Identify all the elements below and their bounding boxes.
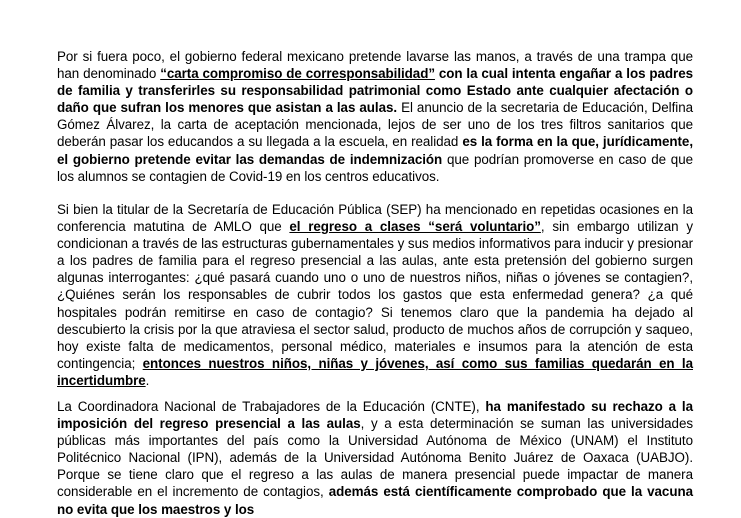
text-segment: El anuncio de la secretaria de Educación, Delfina Gómez Álvarez, la carta de aceptación mencionada, lejos de ser uno de los tres filtros sanitarios que deberán pasar los educandos a su llegada a la escuela, en realidad xyxy=(57,100,693,150)
text-segment: . xyxy=(145,372,150,388)
paragraph-cnte-rechazo xyxy=(57,398,693,518)
emphasis-sera-voluntario: el regreso a clases “será voluntario” xyxy=(289,219,541,235)
text-segment: , y a esta determinación se suman las universidades públicas más importantes del país como la Universidad Autónoma de México (UNAM) el Instituto Politécnico Nacional (IPN), además de la Universidad Autónoma Benito Juárez de Oaxaca (UABJO). Porque se tiene claro que el regreso a las aulas de manera presencial puede impactar de manera considerable en el incremento de contagios, xyxy=(57,416,693,500)
emphasis-carta-compromiso: “carta compromiso de corresponsabilidad” xyxy=(160,66,435,82)
text-segment: Por si fuera poco, el gobierno federal mexicano pretende lavarse las manos, a través de una trampa que han denominado xyxy=(57,49,693,82)
text-segment: Si bien la titular de la Secretaría de Educación Pública (SEP) ha mencionado en repetidas ocasiones en la conferencia matutina de AMLO que xyxy=(57,202,693,235)
emphasis-responsabilidad-patrimonial: con la cual intenta engañar a los padres de familia y transferirles su responsabilidad patrimonial como Estado ante cualquier afectación o daño que sufran los menores que asistan a las aulas. xyxy=(57,66,693,116)
emphasis-evitar-demandas: es la forma en la que, jurídicamente, el gobierno pretende evitar las demandas de indemnización xyxy=(57,134,693,167)
text-segment: que podrían promoverse en caso de que los alumnos se contagien de Covid-19 en los centros educativos. xyxy=(57,151,693,184)
text-segment: La Coordinadora Nacional de Trabajadores de la Educación (CNTE), xyxy=(57,399,486,414)
emphasis-incertidumbre: entonces nuestros niños, niñas y jóvenes, así como sus familias quedarán en la incertidumbre xyxy=(57,355,693,388)
emphasis-rechazo-imposicion: ha manifestado su rechazo a la imposición del regreso presencial a las aulas xyxy=(57,399,694,432)
paragraph-regreso-voluntario xyxy=(57,201,693,389)
emphasis-vacuna: además está científicamente comprobado que la vacuna no evita que los maestros y los xyxy=(57,484,693,517)
text-segment: , sin embargo utilizan y condicionan a través de las estructuras gubernamentales y sus medios informativos para inducir y presionar a los padres de familia para el regreso presencial a las aulas, ante esta pretensión del gobierno surgen algunas interrogantes: ¿qué pasará cuando uno o uno de nuestros niños, niñas o jóvenes se contagien?, ¿Quiénes serán los responsables de cubrir todos los gastos que esta enfermedad genera? ¿a qué hospitales podrán remitirse en caso de contagio? Si tenemos claro que la pandemia ha dejado al descubierto la crisis por la que atraviesa el sector salud, producto de muchos años de corrupción y saqueo, hoy existe falta de medicamentos, personal médico, materiales e insumos para la atención de esta contingencia; xyxy=(57,219,693,371)
paragraph-carta-compromiso xyxy=(57,48,693,185)
